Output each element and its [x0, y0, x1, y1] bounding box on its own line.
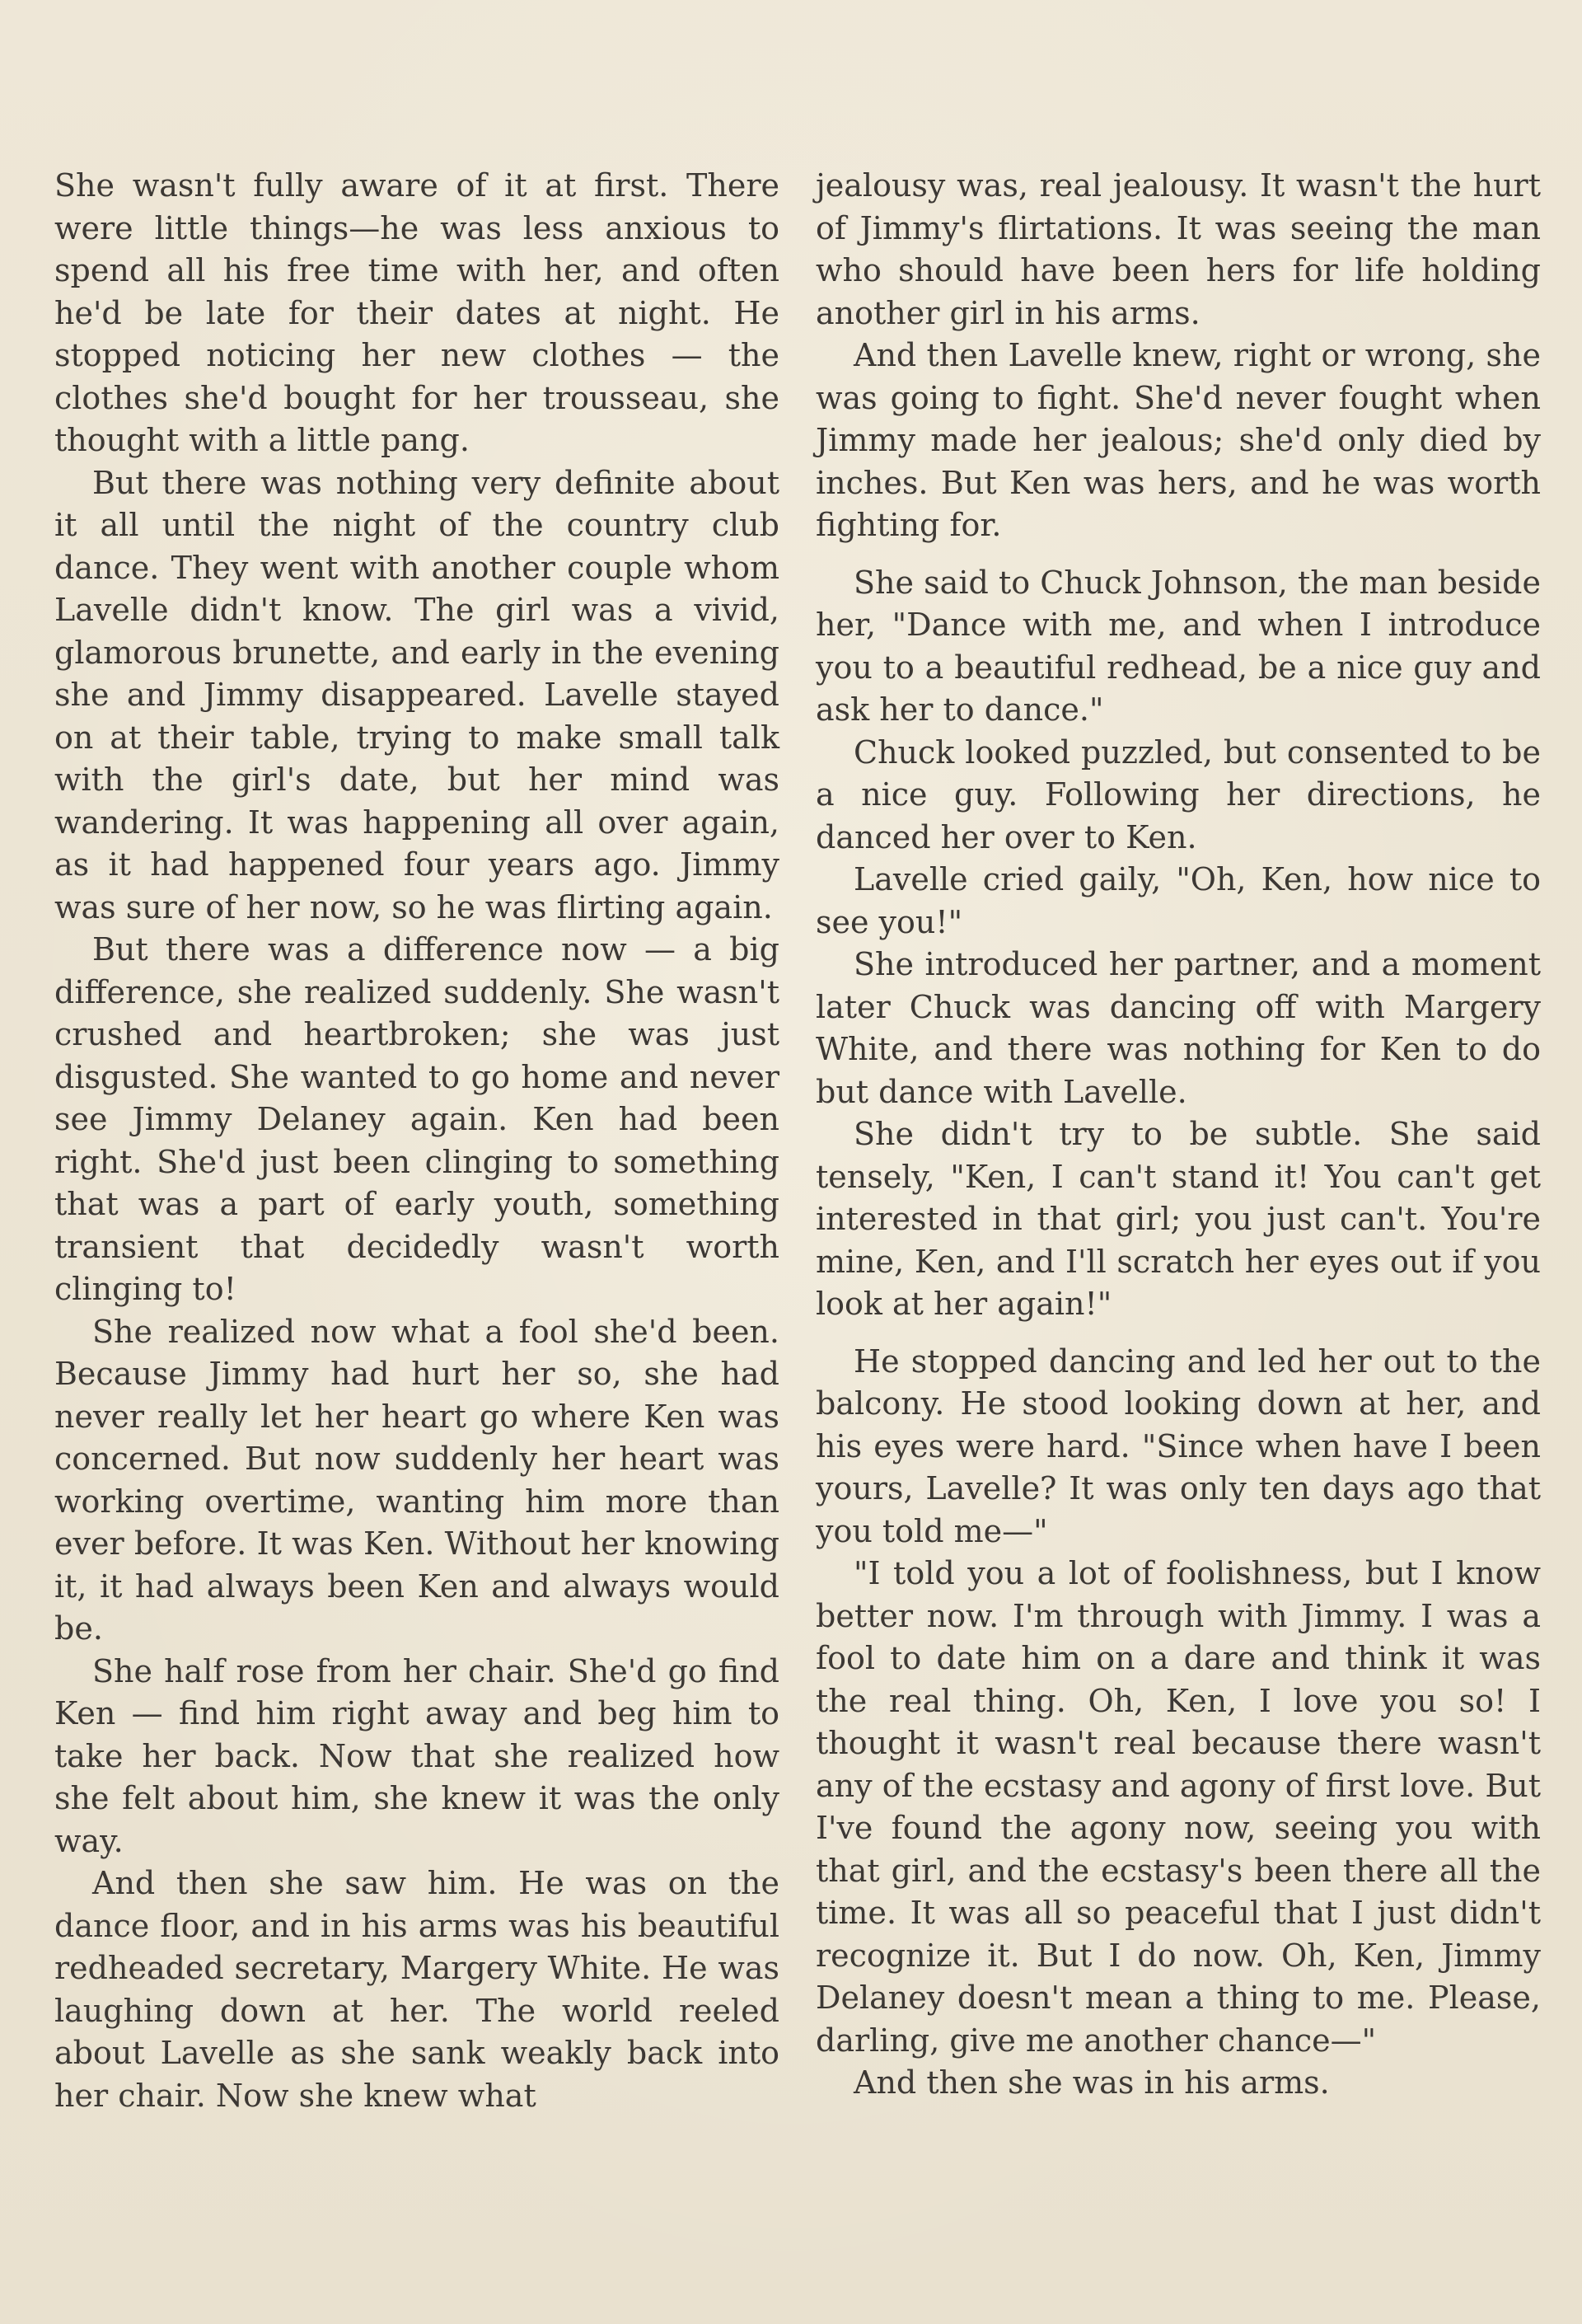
paragraph: She half rose from her chair. She'd go find Ken — find him right away and beg him to take her back. Now that she realized how she felt about him, she knew it was the only way. — [54, 1652, 779, 1859]
paragraph: She said to Chuck Johnson, the man beside her, "Dance with me, and when I introduce you to a beautiful redhead, be a nice guy and ask her to dance." — [816, 564, 1541, 728]
paragraph: She didn't try to be subtle. She said tensely, "Ken, I can't stand it! You can't get interested in that girl; you just can't. You're mine, Ken, and I'll scratch her eyes out if you look at her again!" — [816, 1116, 1541, 1322]
paragraph: But there was a difference now — a big difference, she realized suddenly. She wasn't crushed and heartbroken; she was just disgusted. She wanted to go home and never see Jimmy Delaney again. Ken had been right. She'd just been clinging to something that was a part of early youth, something transient that decidedly wasn't worth clinging to! — [54, 931, 779, 1307]
paragraph: She introduced her partner, and a moment later Chuck was dancing off with Margery White, and there was nothing for Ken to do but dance with Lavelle. — [816, 946, 1541, 1110]
right-text-column — [816, 165, 1541, 2105]
paragraph: jealousy was, real jealousy. It wasn't the hurt of Jimmy's flirtations. It was seeing the man who should have been hers for life holding another girl in his arms. — [816, 167, 1541, 331]
paragraph: And then she was in his arms. — [854, 2064, 1330, 2101]
paragraph: And then she saw him. He was on the dance floor, and in his arms was his beautiful redheaded secretary, Margery White. He was laughing down at her. The world reeled about Lavelle as she sank weakly back into her chair. Now she knew what — [54, 1865, 779, 2114]
paragraph: Chuck looked puzzled, but consented to be a nice guy. Following her directions, he danced her over to Ken. — [816, 733, 1541, 855]
paragraph: She realized now what a fool she'd been. Because Jimmy had hurt her so, she had never really let her heart go where Ken was concerned. But now suddenly her heart was working overtime, wanting him more than ever before. It was Ken. Without her knowing it, it had always been Ken and always would be. — [54, 1313, 779, 1647]
paragraph: "I told you a lot of foolishness, but I know better now. I'm through with Jimmy. I was a fool to date him on a dare and think it was the real thing. Oh, Ken, I love you so! I thought it wasn't real because there wasn't any of the ecstasy and agony of first love. But I've found the agony now, seeing you with that girl, and the ecstasy's been there all the time. It was all so peaceful that I just didn't recognize it. But I do now. Oh, Ken, Jimmy Delaney doesn't mean a thing to me. Please, darling, give me another chance—" — [816, 1555, 1541, 2059]
paragraph: And then Lavelle knew, right or wrong, she was going to fight. She'd never fought when Jimmy made her jealous; she'd only died by inches. But Ken was hers, and he was worth fighting for. — [816, 337, 1541, 543]
paragraph: He stopped dancing and led her out to the balcony. He stood looking down at her, and his eyes were hard. "Since when have I been yours, Lavelle? It was only ten days ago that you told me—" — [816, 1342, 1541, 1549]
paragraph: She wasn't fully aware of it at first. There were little things—he was less anxious to spend all his free time with her, and often he'd be late for their dates at night. He stopped noticing her new clothes — the clothes she'd bought for her trousseau, she thought with a little pang. — [54, 167, 779, 458]
paragraph: Lavelle cried gaily, "Oh, Ken, how nice to see you!" — [816, 861, 1541, 940]
paragraph: But there was nothing very definite about it all until the night of the country club dance. They went with another couple whom Lavelle didn't know. The girl was a vivid, glamorous brunette, and early in the evening she and Jimmy disappeared. Lavelle stayed on at their table, trying to make small talk with the girl's date, but her mind was wandering. It was happening all over again, as it had happened four years ago. Jimmy was sure of her now, so he was flirting again. — [54, 464, 779, 925]
left-text-column — [54, 165, 779, 2117]
